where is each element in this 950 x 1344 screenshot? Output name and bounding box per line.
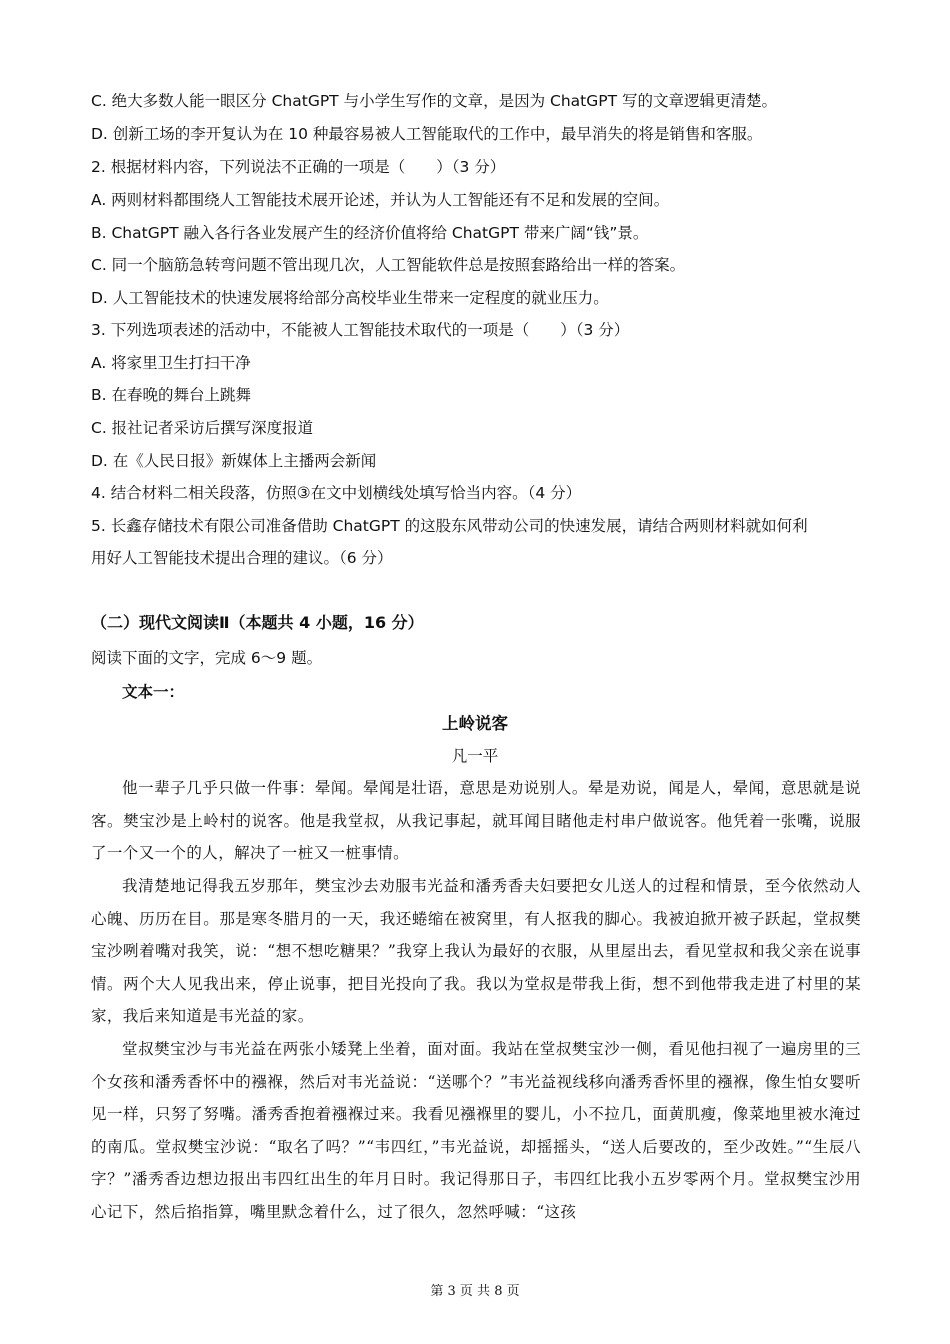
story-author: 凡一平	[451, 747, 499, 765]
q3-option-c: C. 报社记者采访后撰写深度报道	[91, 419, 314, 437]
q3-option-d: D. 在《人民日报》新媒体上主播两会新闻	[91, 452, 377, 470]
q2-option-d: D. 人工智能技术的快速发展将给部分高校毕业生带来一定程度的就业压力。	[91, 289, 609, 307]
q4-stem: 4. 结合材料二相关段落，仿照③在文中划横线处填写恰当内容。（4 分）	[91, 484, 582, 502]
q5-stem-line1: 5. 长鑫存储技术有限公司准备借助 ChatGPT 的这股东风带动公司的快速发展，请结合两则材料就如何利	[91, 517, 808, 535]
q2-option-c: C. 同一个脑筋急转弯问题不管出现几次，人工智能软件总是按照套路给出一样的答案。	[91, 256, 686, 274]
q1-option-c: C. 绝大多数人能一眼区分 ChatGPT 与小学生写作的文章，是因为 ChatGPT 写的文章逻辑更清楚。	[91, 92, 777, 110]
story-paragraph-3: 堂叔樊宝沙与韦光益在两张小矮凳上坐着，面对面。我站在堂叔樊宝沙一侧，看见他扫视了一遍房里的三个女孩和潘秀香怀中的襁褓，然后对韦光益说：“送哪个？”韦光益视线移向潘秀香怀里的襁褓，像生怕女婴听见一样，只努了努嘴。潘秀香抱着襁褓过来。我看见襁褓里的婴儿，小不拉几，面黄肌瘦，像菜地里被水淹过的南瓜。堂叔樊宝沙说：“取名了吗？”“韦四红，”韦光益说，却摇摇头，“送人后要改的，至少改姓。”“生辰八字？”潘秀香边想边报出韦四红出生的年月日时。我记得那日子，韦四红比我小五岁零两个月。堂叔樊宝沙用心记下，然后掐指算，嘴里默念着什么，过了很久，忽然呼喊：“这孩	[91, 1040, 861, 1221]
q1-option-d: D. 创新工场的李开复认为在 10 种最容易被人工智能取代的工作中，最早消失的将是销售和客服。	[91, 125, 763, 143]
q5-stem-line2: 用好人工智能技术提出合理的建议。（6 分）	[91, 549, 393, 567]
q2-stem: 2. 根据材料内容，下列说法不正确的一项是（ ）（3 分）	[91, 158, 506, 176]
page-number: 第 3 页 共 8 页	[430, 1284, 520, 1299]
q3-stem: 3. 下列选项表述的活动中，不能被人工智能技术取代的一项是（ ）（3 分）	[91, 321, 630, 339]
section-instruction: 阅读下面的文字，完成 6～9 题。	[91, 649, 323, 667]
q2-option-a: A. 两则材料都围绕人工智能技术展开论述，并认为人工智能还有不足和发展的空间。	[91, 191, 670, 209]
section-heading: （二）现代文阅读Ⅱ（本题共 4 小题，16 分）	[91, 613, 424, 632]
text-label: 文本一：	[122, 683, 185, 701]
story-title: 上岭说客	[442, 714, 508, 733]
story-paragraph-1: 他一辈子几乎只做一件事：晕闻。晕闻是壮语，意思是劝说别人。晕是劝说，闻是人，晕闻，意思就是说客。樊宝沙是上岭村的说客。他是我堂叔，从我记事起，就耳闻目睹他走村串户做说客。他凭着一张嘴，说服了一个又一个的人，解决了一桩又一桩事情。	[91, 779, 861, 862]
q3-option-b: B. 在春晚的舞台上跳舞	[91, 386, 251, 404]
q3-option-a: A. 将家里卫生打扫干净	[91, 354, 251, 372]
story-paragraph-2: 我清楚地记得我五岁那年，樊宝沙去劝服韦光益和潘秀香夫妇要把女儿送人的过程和情景，至今依然动人心魄、历历在目。那是寒冬腊月的一天，我还蜷缩在被窝里，有人抠我的脚心。我被迫掀开被子跃起，堂叔樊宝沙咧着嘴对我笑，说：“想不想吃糖果？”我穿上我认为最好的衣服，从里屋出去，看见堂叔和我父亲在说事情。两个大人见我出来，停止说事，把目光投向了我。我以为堂叔是带我上街，想不到他带我走进了村里的某家，我后来知道是韦光益的家。	[91, 877, 861, 1025]
q2-option-b: B. ChatGPT 融入各行各业发展产生的经济价值将给 ChatGPT 带来广阔“钱”景。	[91, 224, 649, 242]
